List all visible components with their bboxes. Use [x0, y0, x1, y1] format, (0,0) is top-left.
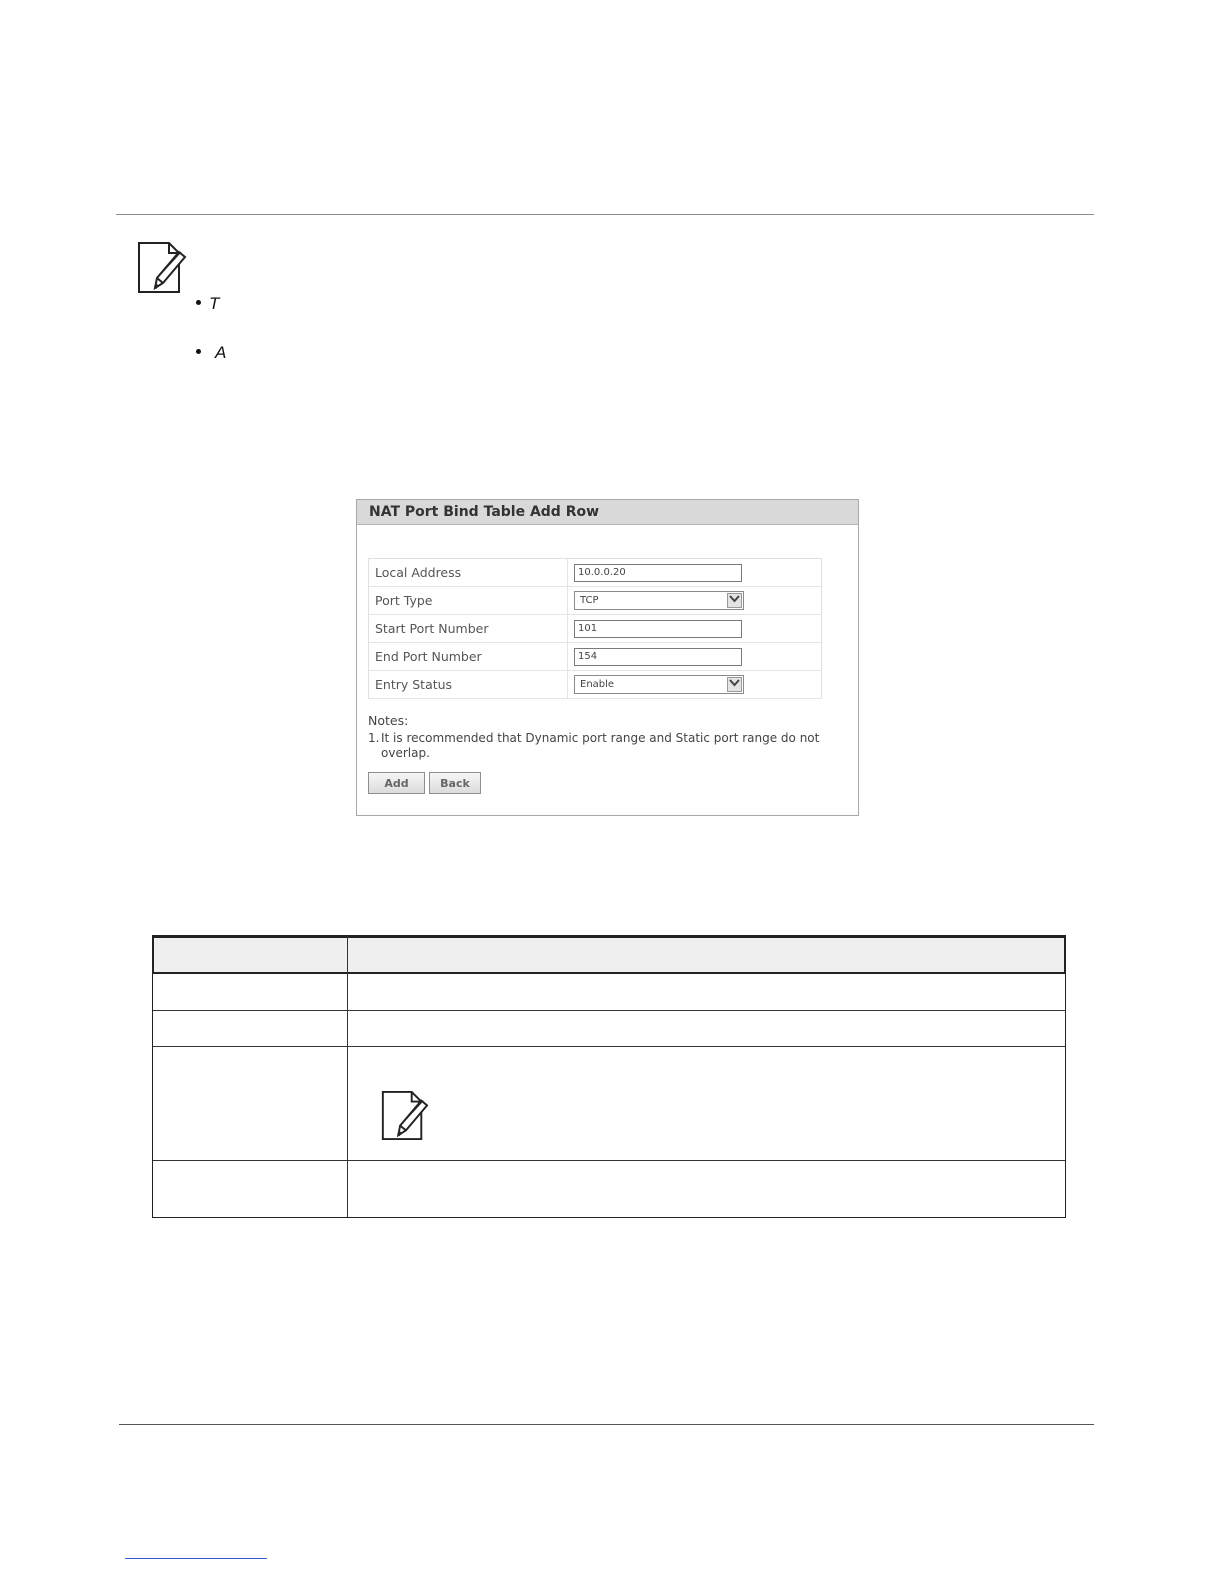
table-row	[153, 1161, 1065, 1217]
local-address-label: Local Address	[369, 559, 568, 587]
notes-item	[368, 731, 822, 761]
bullet-text: A	[215, 343, 227, 362]
form-row-end-port	[369, 643, 822, 671]
table-row	[153, 974, 1065, 1011]
panel-title: NAT Port Bind Table Add Row	[357, 500, 858, 525]
end-port-label: End Port Number	[369, 643, 568, 671]
bottom-rule	[119, 1424, 1094, 1425]
port-type-select[interactable]	[574, 591, 744, 610]
note-pencil-icon	[135, 240, 187, 296]
chevron-down-icon[interactable]	[727, 677, 742, 692]
notes-title: Notes:	[368, 713, 409, 728]
parameter-table	[152, 935, 1066, 1218]
footer-link[interactable]	[125, 1558, 267, 1559]
start-port-label: Start Port Number	[369, 615, 568, 643]
note-pencil-icon	[379, 1089, 429, 1143]
start-port-input[interactable]: 101	[574, 620, 742, 638]
entry-status-label: Entry Status	[369, 671, 568, 699]
notes-text-line2: overlap.	[381, 746, 430, 760]
bullet-dot	[196, 349, 201, 354]
chevron-down-icon[interactable]	[727, 593, 742, 608]
top-rule	[116, 214, 1094, 215]
port-type-label: Port Type	[369, 587, 568, 615]
form-row-port-type	[369, 587, 822, 615]
notes-text-line1: It is recommended that Dynamic port range and Static port range do not	[381, 731, 820, 745]
back-button[interactable]: Back	[429, 772, 481, 794]
note-bullet-1	[196, 294, 219, 314]
table-row	[153, 1047, 1065, 1161]
form-table	[368, 558, 822, 699]
port-type-value: TCP	[580, 595, 599, 606]
notes-number: 1.	[368, 731, 380, 745]
note-bullet-2	[196, 343, 226, 363]
form-row-local-address	[369, 559, 822, 587]
bullet-text: T	[209, 294, 220, 313]
local-address-input[interactable]: 10.0.0.20	[574, 564, 742, 582]
form-row-entry-status	[369, 671, 822, 699]
table-row	[153, 1011, 1065, 1047]
form-row-start-port	[369, 615, 822, 643]
entry-status-select[interactable]	[574, 675, 744, 694]
table-header-row	[152, 936, 1066, 974]
entry-status-value: Enable	[580, 679, 615, 690]
add-button[interactable]: Add	[368, 772, 425, 794]
bullet-dot	[196, 300, 201, 305]
nat-port-bind-panel	[356, 499, 859, 816]
end-port-input[interactable]: 154	[574, 648, 742, 666]
